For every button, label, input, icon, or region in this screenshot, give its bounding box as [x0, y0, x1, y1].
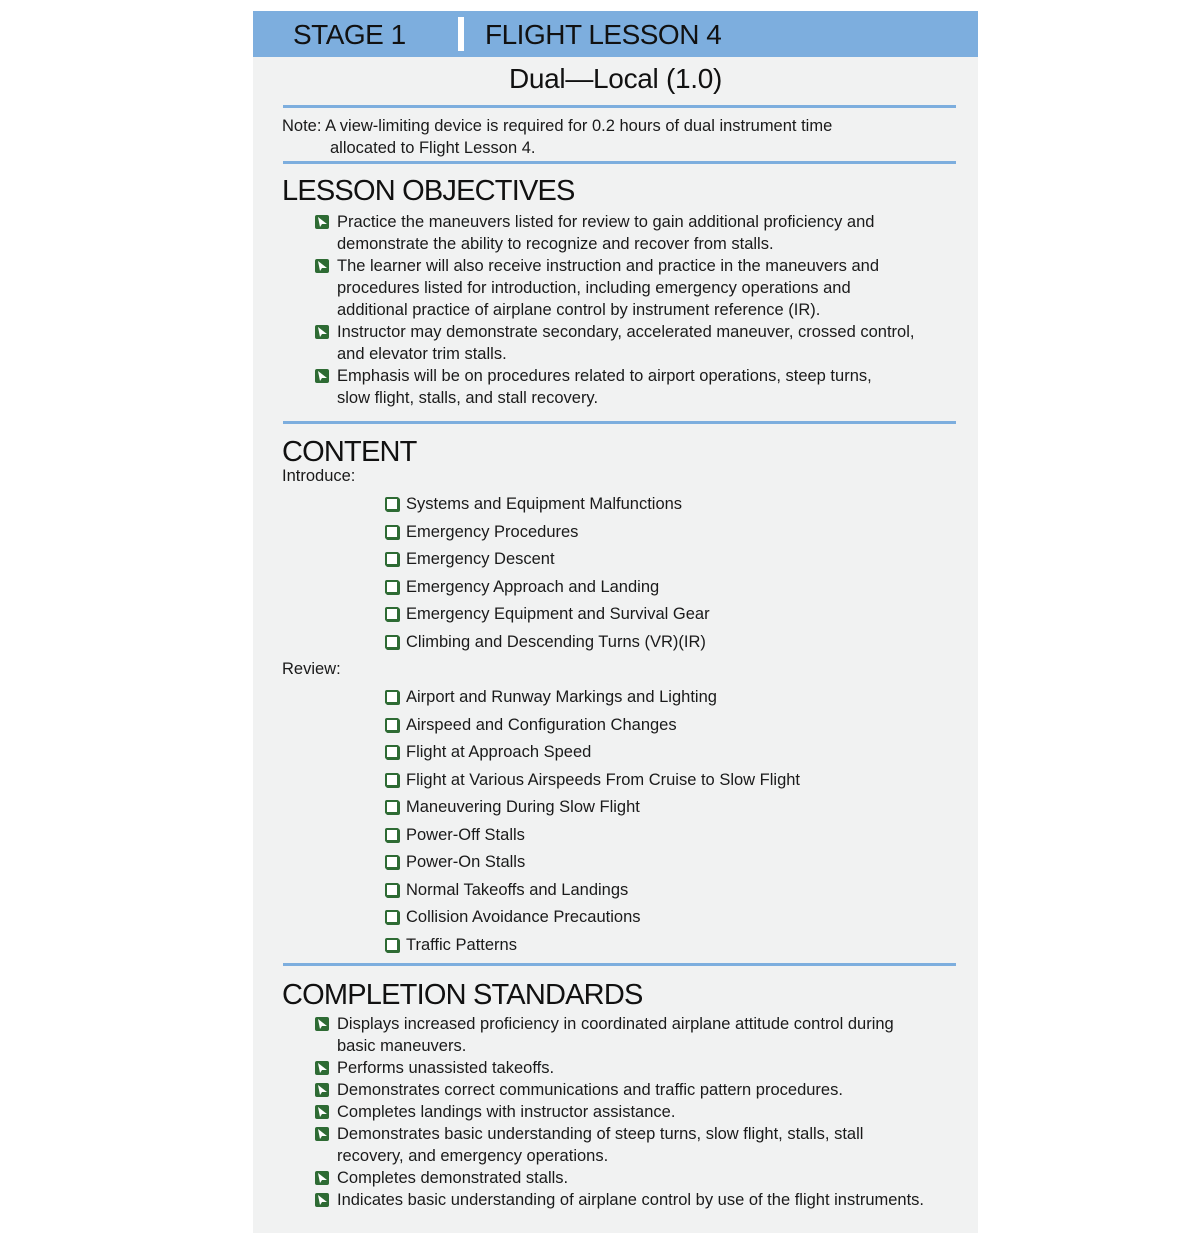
bullet-text-line: demonstrate the ability to recognize and recover from stalls.	[337, 235, 774, 253]
checkbox-icon[interactable]	[385, 718, 399, 732]
green-bullet-icon	[315, 369, 329, 383]
checklist-item	[384, 741, 944, 769]
bullet-text-line: The learner will also receive instruction and practice in the maneuvers and	[337, 257, 880, 275]
bullet-text-line: Demonstrates basic understanding of steep turns, slow flight, stalls, stall	[337, 1125, 864, 1143]
checklist-item-label: Power-Off Stalls	[406, 825, 525, 844]
checklist-item	[384, 796, 944, 824]
checklist-item	[384, 851, 944, 879]
checklist-item	[384, 824, 944, 852]
bullet-item	[315, 255, 965, 321]
green-bullet-icon	[315, 259, 329, 273]
note-text	[282, 115, 942, 159]
bullet-item	[315, 1013, 965, 1057]
checklist-item	[384, 576, 944, 604]
objectives-list	[315, 211, 965, 409]
checklist-item	[384, 521, 944, 549]
checklist-item-label: Emergency Descent	[406, 550, 555, 568]
bullet-item	[315, 1057, 965, 1079]
bullet-item	[315, 1167, 965, 1189]
checklist-item-label: Traffic Patterns	[406, 935, 517, 954]
checklist-item	[384, 769, 944, 797]
review-label: Review:	[282, 660, 341, 678]
checklist-item-label: Flight at Approach Speed	[406, 743, 592, 761]
bullet-item	[315, 1101, 965, 1123]
bullet-text-line: and elevator trim stalls.	[337, 345, 507, 363]
lesson-subtitle: Dual—Local (1.0)	[508, 63, 723, 94]
checkbox-icon[interactable]	[385, 552, 399, 566]
header-separator	[458, 17, 464, 51]
checkbox-icon[interactable]	[385, 580, 399, 594]
bullet-text-line: additional practice of airplane control by instrument reference (IR).	[337, 301, 821, 319]
bullet-text-line: slow flight, stalls, and stall recovery.	[337, 389, 599, 407]
note-line-1: Note: A view-limiting device is required for 0.2 hours of dual instrument time	[282, 117, 833, 135]
checkbox-icon[interactable]	[385, 828, 399, 842]
stage-title: STAGE 1	[293, 19, 406, 50]
bullet-text-line: Emphasis will be on procedures related to airport operations, steep turns,	[337, 367, 872, 385]
checkbox-icon[interactable]	[385, 910, 399, 924]
checklist-item	[384, 603, 944, 631]
lesson-card	[253, 11, 978, 1233]
bullet-text-line: Performs unassisted takeoffs.	[337, 1059, 555, 1077]
checklist-item	[384, 631, 944, 659]
divider	[283, 421, 956, 424]
stage-header-bar	[253, 11, 978, 57]
checklist-item	[384, 906, 944, 934]
checklist-item-label: Airspeed and Configuration Changes	[406, 715, 677, 734]
checklist-item	[384, 686, 944, 714]
bullet-text-line: Displays increased proficiency in coordinated airplane attitude control during	[337, 1015, 894, 1033]
bullet-text-line: procedures listed for introduction, including emergency operations and	[337, 279, 851, 297]
checklist-item-label: Normal Takeoffs and Landings	[406, 880, 629, 899]
introduce-label: Introduce:	[282, 467, 356, 485]
standards-list	[315, 1013, 965, 1211]
checklist-item-label: Airport and Runway Markings and Lighting	[406, 688, 717, 706]
checklist-item-label: Maneuvering During Slow Flight	[406, 798, 640, 816]
green-bullet-icon	[315, 215, 329, 229]
lesson-title: FLIGHT LESSON 4	[485, 19, 722, 50]
checklist-item	[384, 934, 944, 962]
green-bullet-icon	[315, 1193, 329, 1207]
checkbox-icon[interactable]	[385, 800, 399, 814]
content-heading: CONTENT	[282, 436, 417, 468]
bullet-text-line: basic maneuvers.	[337, 1037, 467, 1055]
bullet-text-line: Practice the maneuvers listed for review to gain additional proficiency and	[337, 213, 875, 231]
checklist-item	[384, 879, 944, 907]
checklist-item-label: Collision Avoidance Precautions	[406, 908, 641, 926]
green-bullet-icon	[315, 1083, 329, 1097]
checkbox-icon[interactable]	[385, 938, 399, 952]
review-list	[384, 686, 944, 961]
checklist-item-label: Climbing and Descending Turns (VR)(IR)	[406, 632, 706, 651]
checklist-item	[384, 714, 944, 742]
checklist-item	[384, 493, 944, 521]
green-bullet-icon	[315, 1017, 329, 1031]
bullet-text-line: Indicates basic understanding of airplane control by use of the flight instruments.	[337, 1191, 925, 1209]
checklist-item	[384, 548, 944, 576]
bullet-item	[315, 1079, 965, 1101]
bullet-text-line: Demonstrates correct communications and traffic pattern procedures.	[337, 1081, 843, 1099]
bullet-text-line: Instructor may demonstrate secondary, accelerated maneuver, crossed control,	[337, 323, 915, 341]
bullet-item	[315, 1189, 965, 1211]
checkbox-icon[interactable]	[385, 883, 399, 897]
bullet-text-line: Completes demonstrated stalls.	[337, 1169, 569, 1187]
green-bullet-icon	[315, 1061, 329, 1075]
standards-heading: COMPLETION STANDARDS	[282, 979, 643, 1011]
divider	[283, 161, 956, 164]
introduce-list	[384, 493, 944, 658]
green-bullet-icon	[315, 325, 329, 339]
bullet-text-line: Completes landings with instructor assistance.	[337, 1103, 676, 1121]
checklist-item-label: Emergency Procedures	[406, 522, 579, 541]
green-bullet-icon	[315, 1105, 329, 1119]
note-line-2: allocated to Flight Lesson 4.	[330, 139, 536, 157]
divider	[283, 105, 956, 108]
divider	[283, 963, 956, 966]
checkbox-icon[interactable]	[385, 497, 399, 511]
bullet-text-line: recovery, and emergency operations.	[337, 1147, 609, 1165]
green-bullet-icon	[315, 1127, 329, 1141]
checkbox-icon[interactable]	[385, 635, 399, 649]
checklist-item-label: Power-On Stalls	[406, 853, 526, 871]
checklist-item-label: Emergency Approach and Landing	[406, 577, 660, 596]
checkbox-icon[interactable]	[385, 525, 399, 539]
green-bullet-icon	[315, 1171, 329, 1185]
checklist-item-label: Emergency Equipment and Survival Gear	[406, 605, 710, 623]
bullet-item	[315, 321, 965, 365]
checkbox-icon[interactable]	[385, 773, 399, 787]
checkbox-icon[interactable]	[385, 745, 399, 759]
bullet-item	[315, 1123, 965, 1167]
checkbox-icon[interactable]	[385, 607, 399, 621]
checkbox-icon[interactable]	[385, 690, 399, 704]
bullet-item	[315, 365, 965, 409]
bullet-item	[315, 211, 965, 255]
checkbox-icon[interactable]	[385, 855, 399, 869]
checklist-item-label: Flight at Various Airspeeds From Cruise to Slow Flight	[406, 770, 801, 789]
checklist-item-label: Systems and Equipment Malfunctions	[406, 495, 683, 513]
objectives-heading: LESSON OBJECTIVES	[282, 175, 575, 207]
